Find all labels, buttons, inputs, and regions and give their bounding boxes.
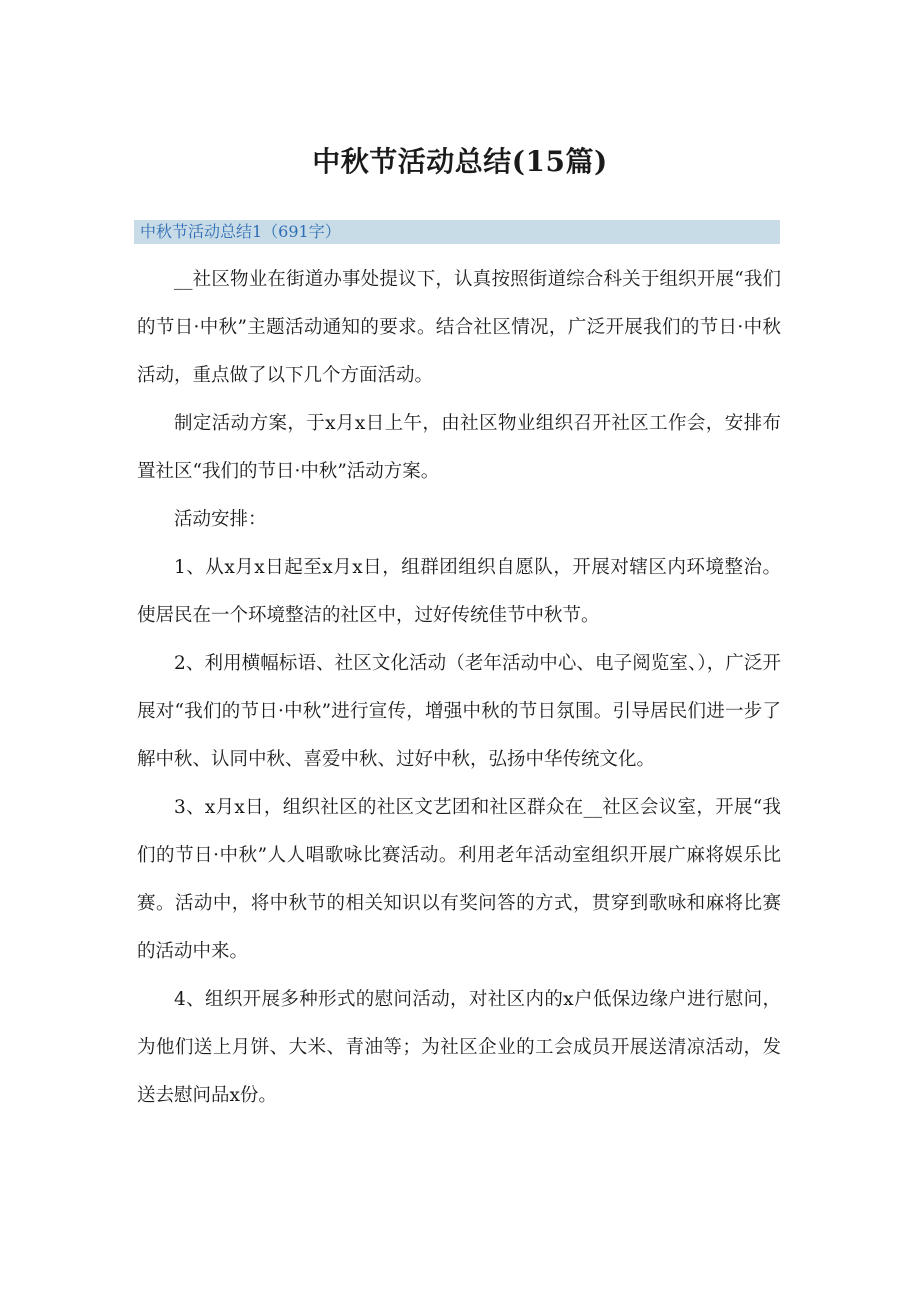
paragraph-intro: __社区物业在街道办事处提议下，认真按照街道综合科关于组织开展“我们的节日·中秋”主题活动通知的要求。结合社区情况，广泛开展我们的节日·中秋活动，重点做了以下几个方面活动。: [137, 269, 781, 386]
paragraph-arrangement-heading: 活动安排：: [174, 509, 267, 530]
paragraph-item-4: 4、组织开展多种形式的慰问活动，对社区内的x户低保边缘户进行慰问，为他们送上月饼、大米、青油等；为社区企业的工会成员开展送清凉活动，发送去慰问品x份。: [137, 989, 781, 1106]
document-title: 中秋节活动总结(15篇): [312, 145, 608, 178]
paragraph-item-1: 1、从x月x日起至x月x日，组群团组织自愿队，开展对辖区内环境整治。使居民在一个环境整洁的社区中，过好传统佳节中秋节。: [137, 557, 781, 626]
section-heading-bar: [134, 220, 780, 244]
document-body: [137, 256, 781, 1120]
paragraph-item-2: 2、利用横幅标语、社区文化活动（老年活动中心、电子阅览室、），广泛开展对“我们的节日·中秋”进行宣传，增强中秋的节日氛围。引导居民们进一步了解中秋、认同中秋、喜爱中秋、过好中秋，弘扬中华传统文化。: [137, 653, 781, 770]
section-heading-label: 中秋节活动总结1（691字）: [140, 222, 341, 241]
paragraph-item-3: 3、x月x日，组织社区的社区文艺团和社区群众在__社区会议室，开展“我们的节日·中秋”人人唱歌咏比赛活动。利用老年活动室组织开展广麻将娱乐比赛。活动中，将中秋节的相关知识以有奖问答的方式，贯穿到歌咏和麻将比赛的活动中来。: [137, 797, 781, 962]
paragraph-plan: 制定活动方案，于x月x日上午，由社区物业组织召开社区工作会，安排布置社区“我们的节日·中秋”活动方案。: [137, 413, 781, 482]
